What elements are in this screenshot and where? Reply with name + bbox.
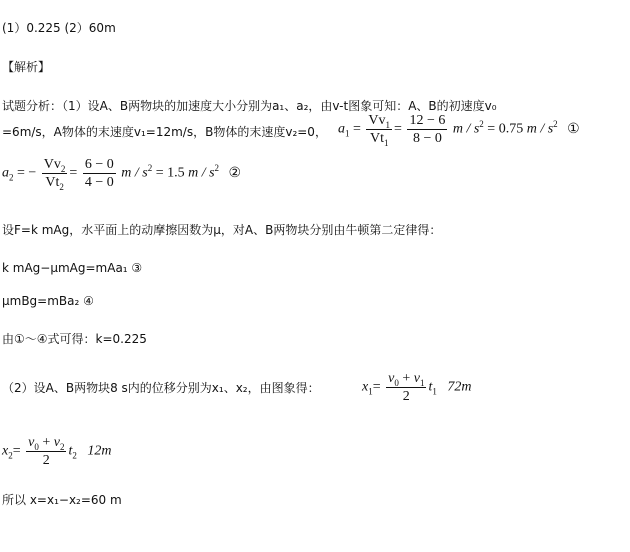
analysis-line-5: k mAg−μmAg=mAa₁ ③ [2, 261, 143, 275]
analysis-line-2: =6m/s，A物体的末速度v₁=12m/s，B物体的末速度v₂=0， [2, 125, 327, 139]
analysis-line-1: 试题分析：（1）设A、B两物块的加速度大小分别为a₁、a₂，由v-t图象可知：A、B的初速度v₀ [2, 99, 497, 113]
fraction-a1-values: $\frac{12 - 6}{8 - 0}$ [409, 113, 446, 146]
analysis-line-4: 设F=k mAg，水平面上的动摩擦因数为μ，对A、B两物块分别由牛顿第二定律得： [2, 223, 442, 237]
fraction-x2: $\frac{v_0 + v_2}{2}$ [28, 435, 65, 468]
equation-x2: $x_2=$ $\frac{v_0 + v_2}{2}$ $t_2$ 12m [2, 435, 112, 468]
marker-1: ① [567, 121, 580, 137]
section-title: 【解析】 [2, 60, 51, 74]
fraction-dv2-dt2: $\frac{Vv_2}{Vt_2}$ [43, 157, 66, 192]
equation-a2: $a_2$ = − $\frac{Vv_2}{Vt_2}$ = $\frac{6 - 0}{4 - 0}$ $m / s^2 = 1.5$ m / $s^2$ ② [2, 157, 242, 192]
analysis-conclusion: 所以 x=x₁−x₂=60 m [2, 493, 122, 507]
fraction-x1: $\frac{v_0 + v_1}{2}$ [388, 371, 425, 404]
fraction-dv1-dt1: $\frac{Vv_1}{Vt_1}$ [368, 113, 391, 148]
analysis-line-8: （2）设A、B两物块8 s内的位移分别为x₁、x₂，由图象得： [2, 381, 320, 395]
marker-2: ② [228, 165, 242, 181]
answer-line: (1）0.225 (2）60m [2, 21, 116, 35]
equation-a1: $a_1$ = $\frac{Vv_1}{Vt_1}$ = $\frac{12 - 6}{8 - 0}$ $m / s^2 = 0.75$ m / $s^2$ ① [338, 113, 580, 148]
analysis-line-6: μmBg=mBa₂ ④ [2, 294, 94, 308]
fraction-a2-values: $\frac{6 - 0}{4 - 0}$ [84, 157, 114, 190]
equation-x1: $x_1=$ $\frac{v_0 + v_1}{2}$ $t_1$ 72m [362, 371, 472, 404]
analysis-line-7: 由①～④式可得：k=0.225 [2, 332, 147, 346]
